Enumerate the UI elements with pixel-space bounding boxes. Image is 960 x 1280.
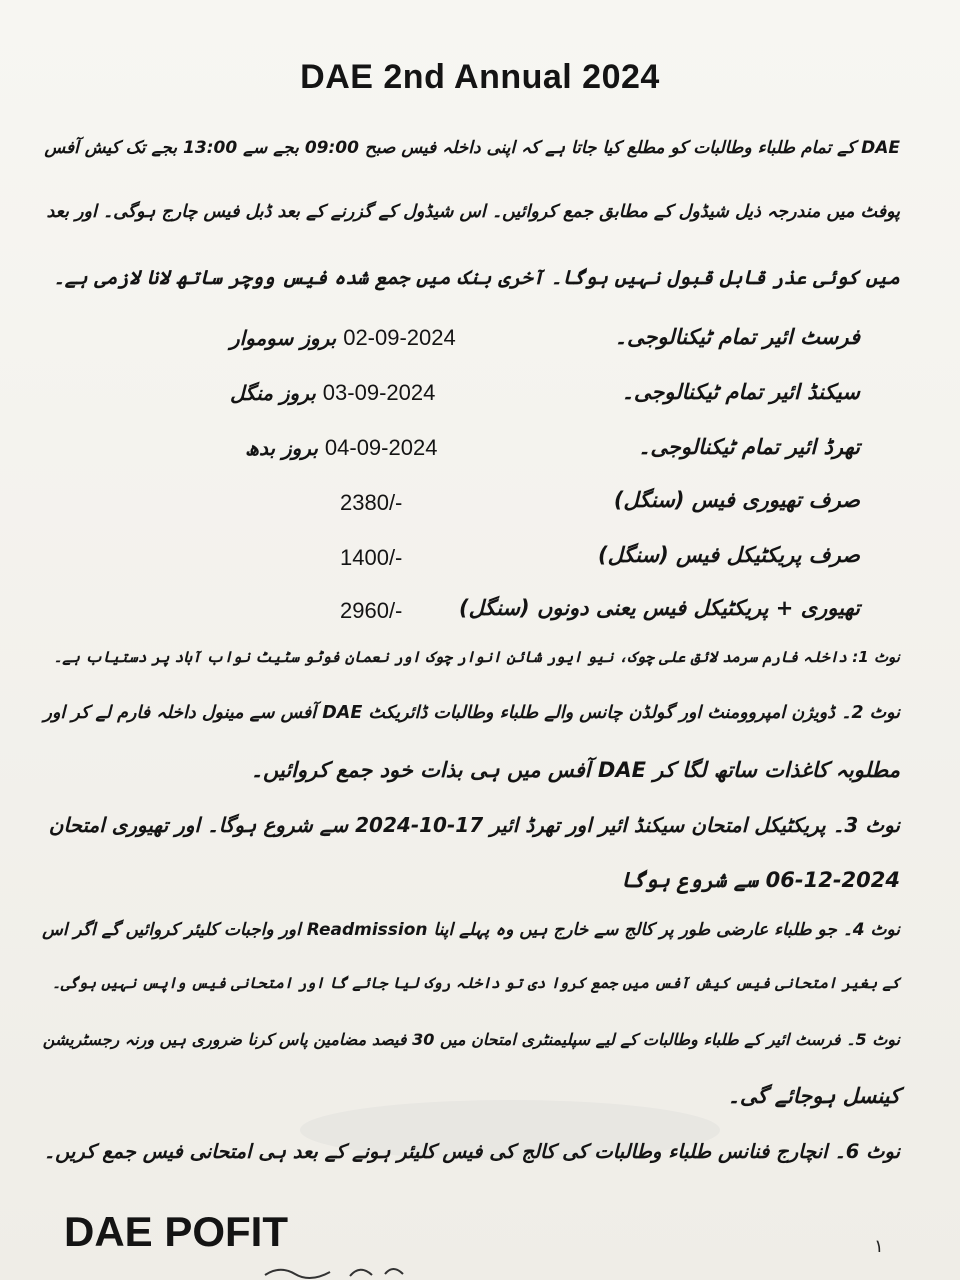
schedule-value-2	[230, 380, 435, 406]
intro-line-3: میں کوئی عذر قابل قبول نہیں ہوگا۔ آخری بنک میں جمع شدہ فیس ووچر ساتھ لانا لازمی ہے۔	[53, 266, 900, 289]
note-6: نوٹ 6۔ انچارج فنانس طلباء وطالبات کی کالج کی فیس کلیئر ہونے کے بعد ہی امتحانی فیس جمع کریں۔	[43, 1140, 900, 1163]
note-5-line-2: کینسل ہوجائے گی۔	[727, 1084, 900, 1108]
footer-label: DAE POFIT	[64, 1208, 289, 1255]
schedule-label-1: فرسٹ ائیر تمام ٹیکنالوجی۔	[614, 325, 860, 349]
intro-line-2: پوفٹ میں مندرجہ ذیل شیڈول کے مطابق جمع کروائیں۔ اس شیڈول کے گزرنے کے بعد ڈبل فیس چارج ہوگی۔ اور بعد	[46, 202, 900, 222]
schedule-date-3: 04-09-2024	[324, 435, 438, 460]
note-1: نوٹ 1: داخلہ فارم سرمد لائق علی چوک، نیو ایور شائن انوار چوک اور نعمان فوٹو سٹیٹ نواب آباد پر دستیاب ہے۔	[53, 648, 900, 666]
note-5-line-1: نوٹ 5۔ فرسٹ ائیر کے طلباء وطالبات کے لیے سپلیمنٹری امتحان میں 30 فیصد مضامین پاس کرنا ضروری ہیں ورنہ رجسٹریشن	[42, 1030, 900, 1049]
note-4-line-2: کے بغیر امتحانی فیس کیش آفس میں جمع کروا دی تو داخلہ روک لیا جائے گا اور امتحانی فیس واپس نہیں ہوگی۔	[52, 974, 900, 992]
schedule-date-1: 02-09-2024	[343, 325, 456, 350]
page-mark: ۱	[874, 1236, 884, 1256]
handwritten-scribble-icon	[260, 1260, 420, 1280]
schedule-value-3	[245, 435, 437, 461]
note-3-line-2: 06-12-2024 سے شروع ہوگا	[620, 868, 900, 892]
schedule-date-2: 03-09-2024	[322, 380, 436, 405]
fee-label-3: تھیوری + پریکٹیکل فیس یعنی دونوں (سنگل)	[459, 596, 860, 620]
schedule-day-1: بروز سوموار	[230, 326, 337, 350]
note-2-line-2: مطلوبہ کاغذات ساتھ لگا کر DAE آفس میں ہی بذات خود جمع کروائیں۔	[250, 758, 900, 782]
schedule-value-1	[230, 325, 456, 351]
page-title: DAE 2nd Annual 2024	[300, 58, 660, 96]
schedule-day-3: بروز بدھ	[245, 436, 318, 460]
schedule-label-2: سیکنڈ ائیر تمام ٹیکنالوجی۔	[621, 380, 860, 404]
fee-amount-3: 2960/-	[340, 598, 403, 623]
note-2-line-1: نوٹ 2۔ ڈویژن امپروومنٹ اور گولڈن چانس والے طلباء وطالبات ڈائریکٹ DAE آفس سے مینول داخلہ فارم لے کر اور	[43, 703, 900, 723]
fee-amount-2: 1400/-	[340, 545, 403, 570]
intro-line-1: DAE کے تمام طلباء وطالبات کو مطلع کیا جاتا ہے کہ اپنی داخلہ فیس صبح 09:00 بجے سے 13:00 بجے تک کیش آفس	[44, 138, 900, 158]
schedule-day-2: بروز منگل	[230, 381, 316, 405]
note-4-line-1: نوٹ 4۔ جو طلباء عارضی طور پر کالج سے خارج ہیں وہ پہلے اپنا Readmission اور واجبات کلیئر کروائیں گے اگر اس	[42, 920, 900, 940]
schedule-label-3: تھرڈ ائیر تمام ٹیکنالوجی۔	[638, 435, 860, 459]
fee-amount-1: 2380/-	[340, 490, 403, 515]
fee-label-1: صرف تھیوری فیس (سنگل)	[613, 488, 860, 512]
note-3-line-1: نوٹ 3۔ پریکٹیکل امتحان سیکنڈ ائیر اور تھرڈ ائیر 17-10-2024 سے شروع ہوگا۔ اور تھیوری امتحان	[48, 813, 900, 837]
fee-label-2: صرف پریکٹیکل فیس (سنگل)	[598, 543, 860, 567]
